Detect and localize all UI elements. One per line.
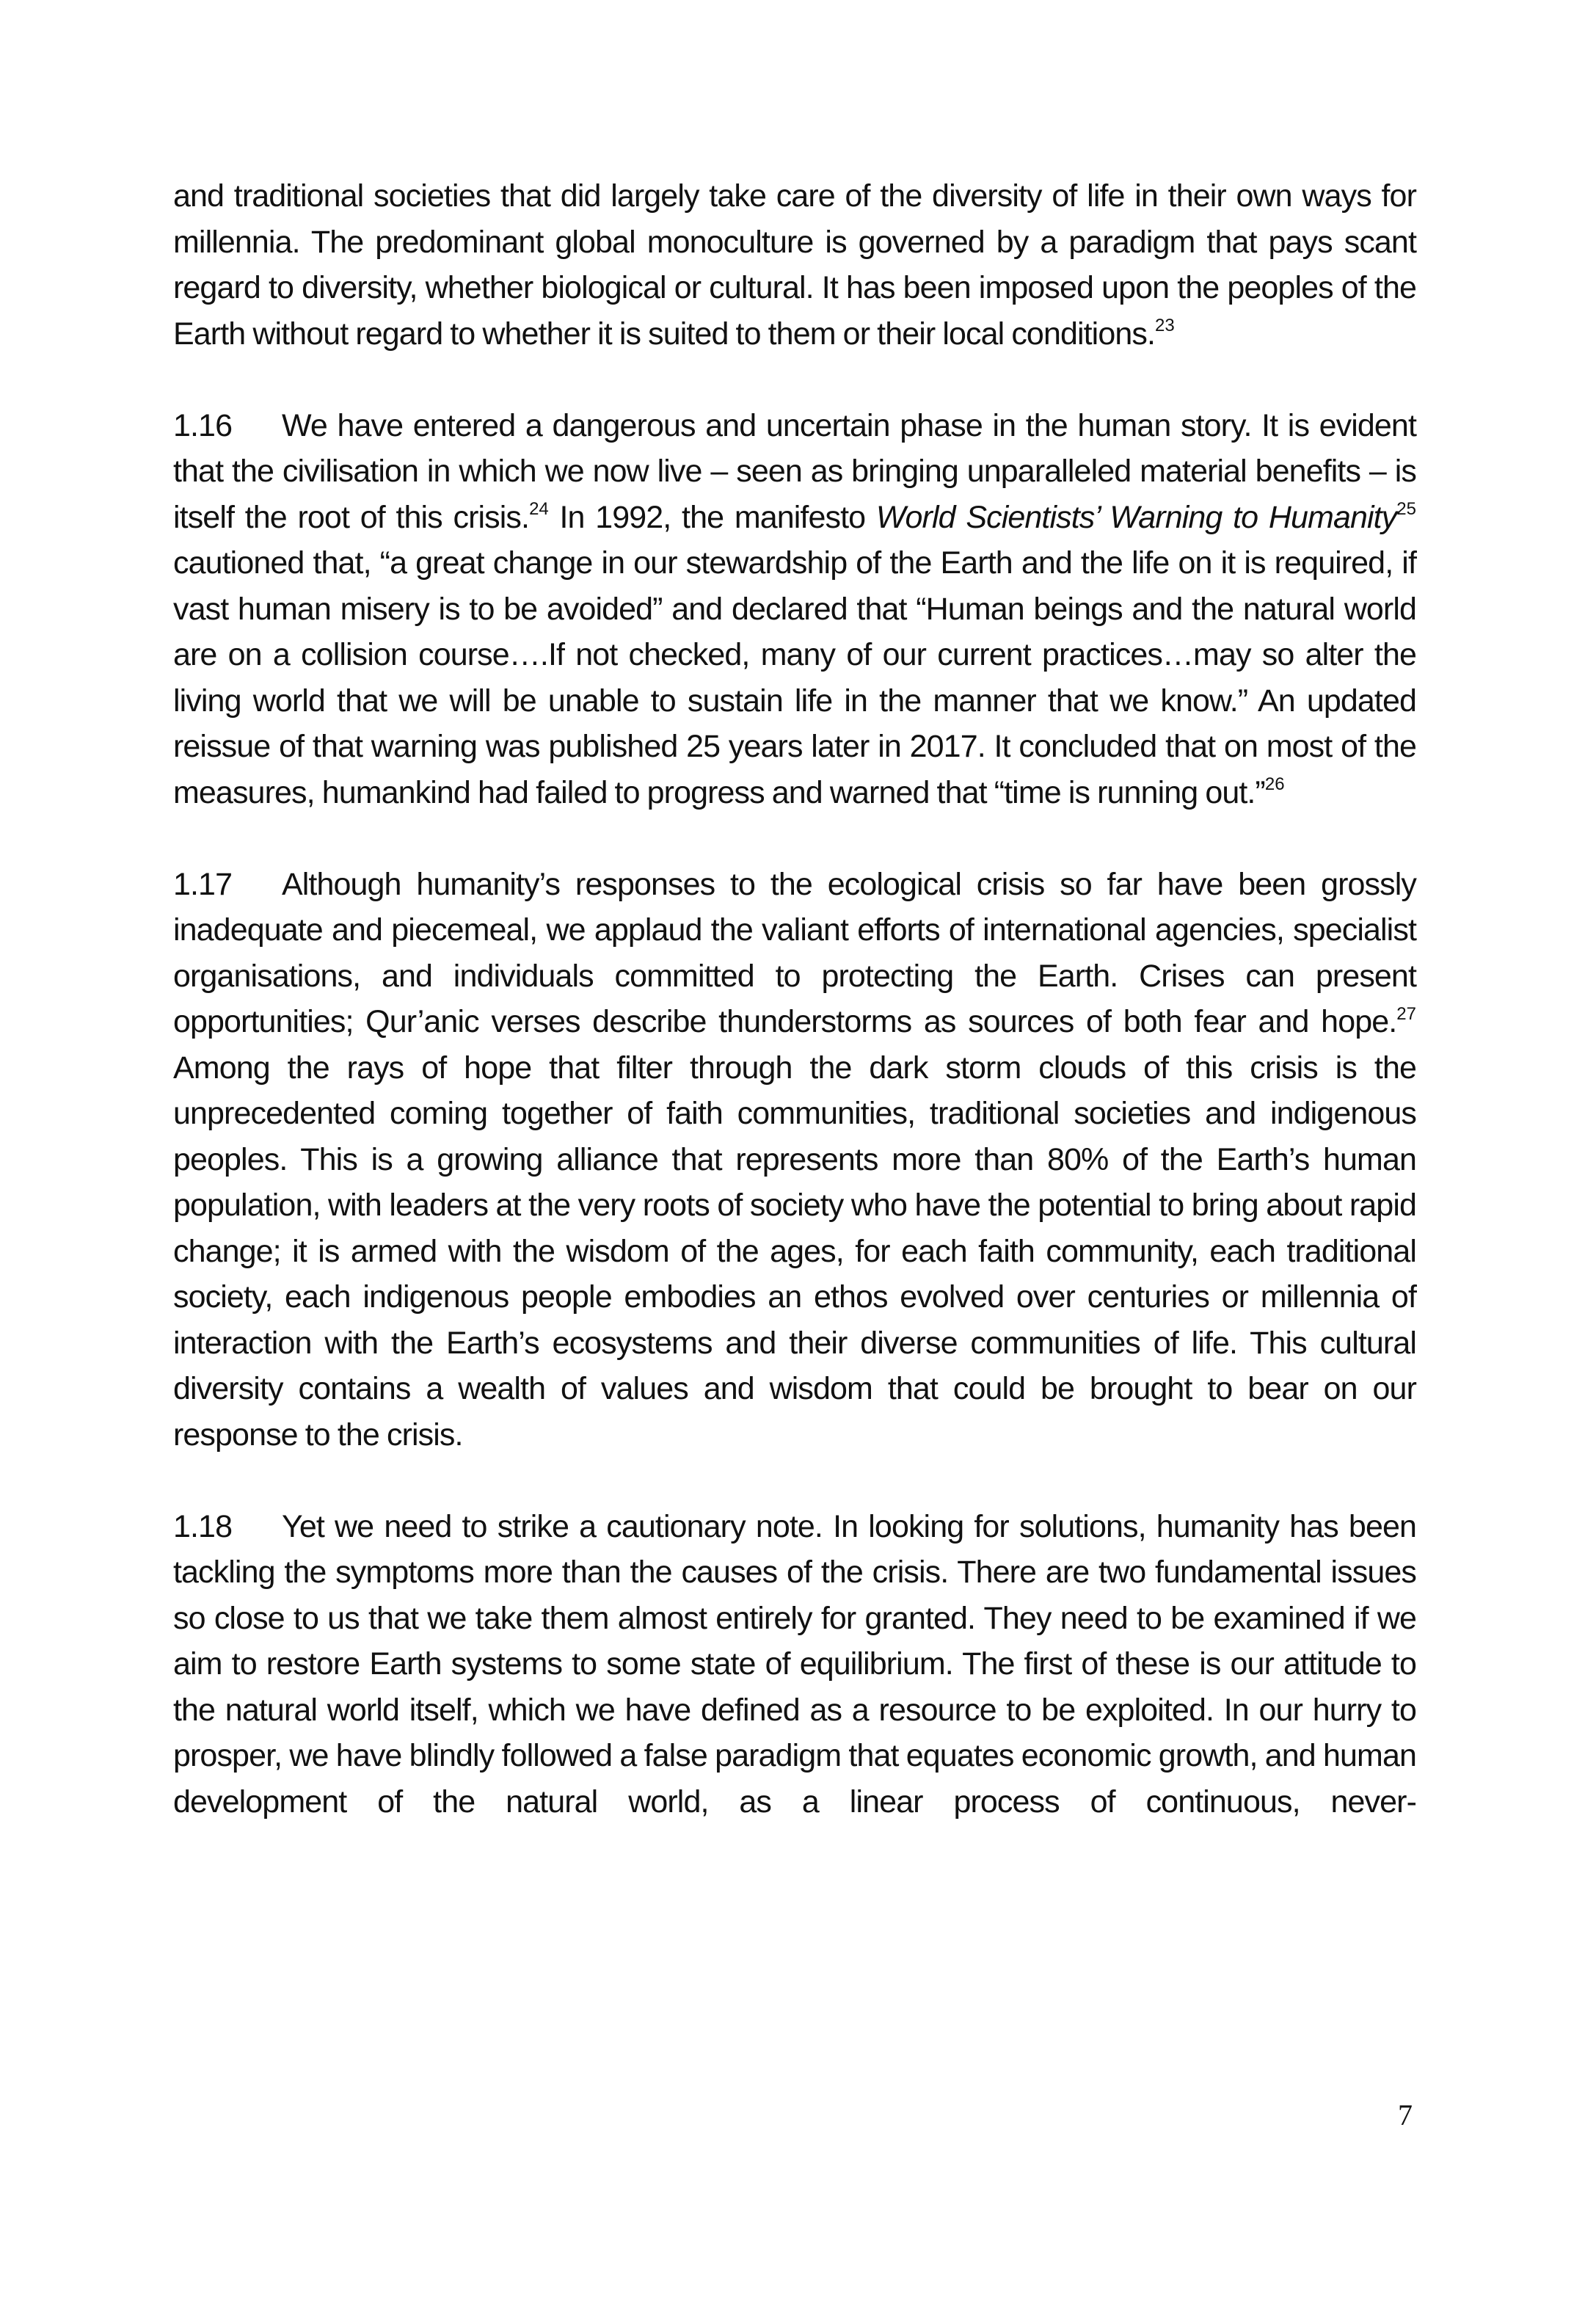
paragraph-number: 1.16 (173, 407, 233, 443)
paragraph-text: In 1992, the manifesto (548, 499, 876, 535)
paragraph-text: Although humanity’s responses to the ecological crisis so far have been grossly inadequate and piecemeal, we applaud the valiant efforts of international agencies, specialist organisations, and individuals committed to protecting the Earth. Crises can present opportunities; Qur’anic verses describe thunderstorms as sources of both fear and hope. (173, 866, 1416, 1039)
paragraph-1-18 (173, 1504, 1416, 1825)
paragraph-text: Yet we need to strike a cautionary note. In looking for solutions, humanity has been tackling the symptoms more than the causes of the crisis. There are two fundamental issues so close to us that we take them almost entirely for granted. They need to be examined if we aim to restore Earth systems to some state of equilibrium. The first of these is our attitude to the natural world itself, which we have defined as a resource to be exploited. In our hurry to prosper, we have blindly followed a false paradigm that equates economic growth, and human development of the natural world, as a linear process of continuous, never- (173, 1508, 1416, 1820)
paragraph-1-16 (173, 403, 1416, 816)
paragraph-number: 1.18 (173, 1508, 233, 1544)
italic-title: World Scientists’ Warning to Humanity (875, 499, 1397, 535)
footnote-ref-25[interactable]: 25 (1396, 499, 1416, 520)
footnote-ref-24[interactable]: 24 (529, 499, 549, 520)
footnote-ref-26[interactable]: 26 (1264, 774, 1285, 795)
document-page (173, 173, 1416, 1871)
paragraph-text: We have entered a dangerous and uncertain phase in the human story. It is evident that the civilisation in which we now live – seen as bringing unparalleled material benefits – is itself the root of this crisis. (173, 407, 1416, 535)
paragraph-1-17 (173, 862, 1416, 1458)
paragraph-number: 1.17 (173, 866, 233, 902)
paragraph-text: Among the rays of hope that filter through the dark storm clouds of this crisis is the unprecedented coming together of faith communities, traditional societies and indigenous peoples. This is a growing alliance that represents more than 80% of the Earth’s human population, with leaders at the very roots of society who have the potential to bring about rapid change; it is armed with the wisdom of the ages, for each faith community, each traditional society, each indigenous people embodies an ethos evolved over centuries or millennia of interaction with the Earth’s ecosystems and their diverse communities of life. This cultural diversity contains a wealth of values and wisdom that could be brought to bear on our response to the crisis. (173, 1050, 1416, 1453)
paragraph-text: and traditional societies that did largely take care of the diversity of life in their own ways for millennia. The predominant global monoculture is governed by a paradigm that pays scant regard to diversity, whether biological or cultural. It has been imposed upon the peoples of the Earth without regard to whether it is suited to them or their local conditions. (173, 178, 1416, 352)
paragraph-text: cautioned that, “a great change in our stewardship of the Earth and the life on it is required, if vast human misery is to be avoided” and declared that “Human beings and the natural world are on a collision course….If not checked, many of our current practices…may so alter the living world that we will be unable to sustain life in the manner that we know.” An updated reissue of that warning was published 25 years later in 2017. It concluded that on most of the measures, humankind had failed to progress and warned that “time is running out.” (173, 545, 1416, 810)
page-number: 7 (1398, 2098, 1413, 2131)
paragraph-continued (173, 173, 1416, 357)
footnote-ref-27[interactable]: 27 (1396, 1003, 1416, 1024)
footnote-ref-23[interactable]: 23 (1155, 316, 1175, 336)
